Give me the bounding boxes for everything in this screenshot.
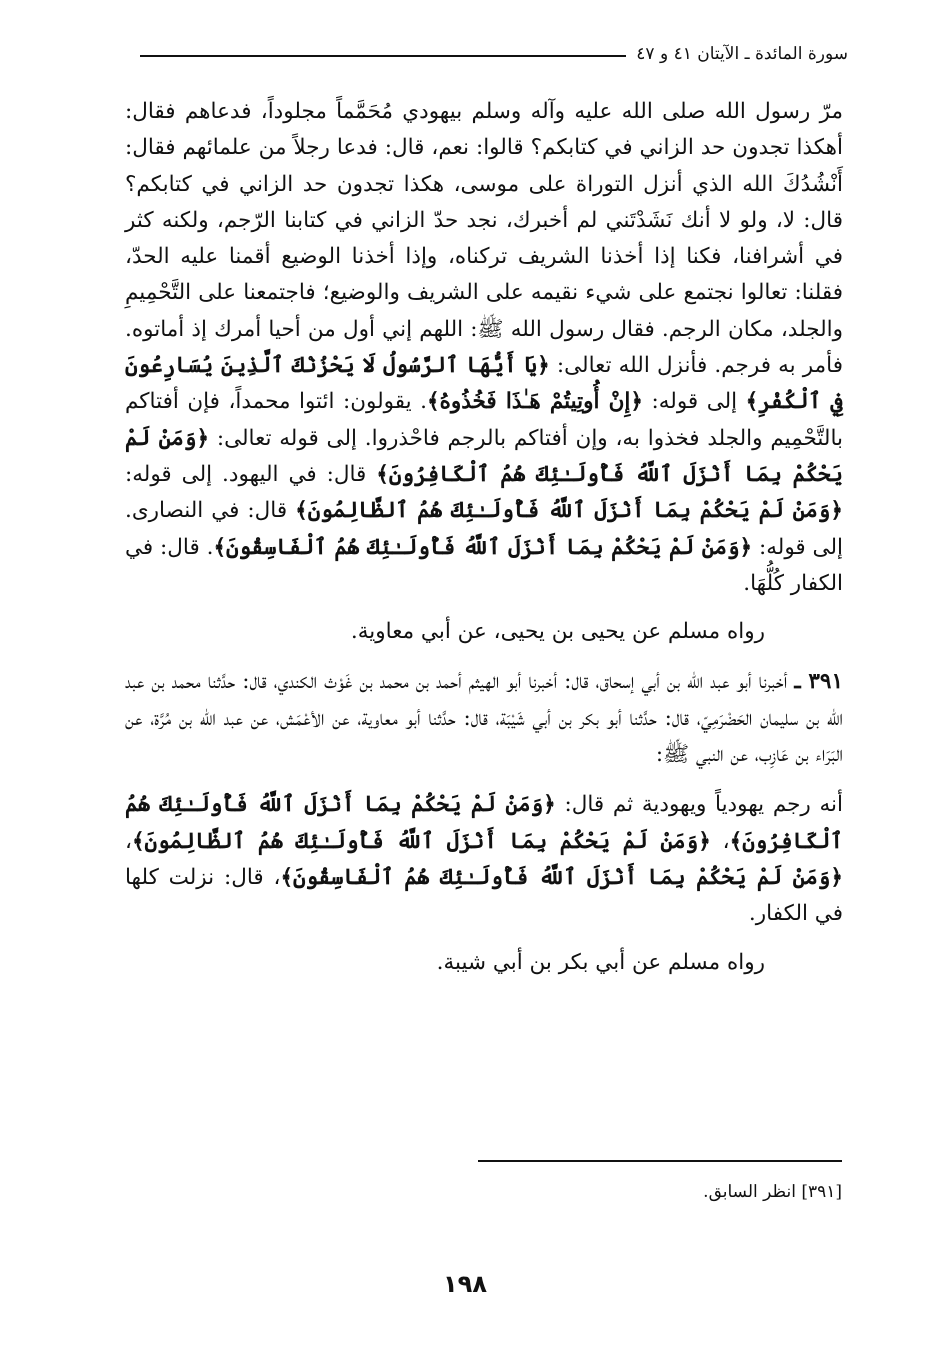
quran-verse: ﴿وَمَنْ لَمْ يَحْكُمْ بِمَا أَنْزَلَ ٱللَّهُ فَأُولَـٰئِكَ هُمُ ٱلْكَافِرُونَ﴾ (125, 792, 843, 854)
paragraph-text: . يقولون: ائتوا محمداً، فإن أفتاكم بالتَّحْمِيم والجلد فخذوا به، وإن أفتاكم بالرجم فاحْذروا. إلى قوله تعالى: (125, 389, 843, 451)
paragraph-text: مرّ رسول الله صلى الله عليه وآله وسلم بيهودي مُحَمَّماً مجلوداً، فدعاهم فقال: أهكذا تجدون حد الزاني في كتابكم؟ قالوا: نعم، قال: فدعا رجلاً من علمائهم فقال: أَنْشُدُكَ الله الذي أنزل التوراة على موسى، هكذا تجدون حد الزاني في كتابكم؟ قال: لا، ولو لا أنك نَشَدْتَني لم أخبرك، نجد حدّ الزاني في كتابنا الرّجم، ولكنه كثر في أشرافنا، فكنا إذا أخذنا الشريف تركناه، وإذا أخذنا الوضيع أقمنا عليه الحدّ، فقلنا: تعالوا نجتمع على شيء نقيمه على الشريف والوضيع؛ فاجتمعنا على التَّحْمِيمِ والجلد، مكان الرجم. فقال رسول الله ﷺ: اللهم إني أول من أحيا أمرك إذ أماتوه. فأمر به فرجم. فأنزل الله تعالى: (125, 99, 844, 379)
hadith-number: ٣٩١ ـ (794, 669, 843, 695)
paragraph-text: قال: في اليهود. إلى قوله: (125, 461, 377, 487)
header-rule (140, 55, 626, 57)
paragraph-text: . قال: في الكفار كُلُّهَا. (125, 534, 843, 596)
paragraph-text: أنه رجم يهودياً ويهودية ثم قال: (555, 792, 843, 818)
quran-verse: ﴿وَمَنْ لَمْ يَحْكُمْ بِمَا أَنْزَلَ ٱللَّهُ فَأُولَـٰئِكَ هُمُ ٱلظَّالِمُونَ﴾ (131, 828, 711, 854)
paragraph-text: ، (710, 828, 730, 854)
narration-source-2: رواه مسلم عن أبي بكر بن أبي شيبة. (436, 949, 765, 975)
quran-verse: ﴿وَمَنْ لَمْ يَحْكُمْ بِمَا أَنْزَلَ ٱللَّهُ فَأُولَـٰئِكَ هُمُ ٱلظَّالِمُونَ﴾ (295, 498, 843, 524)
paragraph-text: قال: في النصارى. إلى قوله: (125, 498, 844, 560)
hadith-391-isnad (125, 664, 843, 773)
footnote: [٣٩١] انظر السابق. (703, 1182, 842, 1202)
quran-verse: ﴿وَمَنْ لَمْ يَحْكُمْ بِمَا أَنْزَلَ ٱللَّهُ فَأُولَـٰئِكَ هُمُ ٱلْكَافِرُونَ﴾ (125, 425, 843, 487)
paragraph-text: ، (125, 828, 132, 854)
header-title: سورة المائدة ـ الآيتان ٤١ و ٤٧ (636, 44, 848, 64)
page-number: ١٩٨ (443, 1270, 487, 1298)
quran-verse: ﴿يَا أَيُّهَا ٱلرَّسُولُ لَا يَحْزُنْكَ ٱلَّذِينَ يُسَارِعُونَ فِي ٱلْكُفْرِ﴾ (125, 353, 843, 415)
running-header (140, 44, 848, 64)
paragraph-text: إلى قوله: (643, 389, 746, 415)
hadith-text-paragraph (125, 94, 843, 602)
page-body (125, 94, 843, 981)
hadith-391-text (125, 787, 843, 932)
footnote-rule (478, 1160, 842, 1162)
quran-verse: ﴿إِنْ أُوتِيتُمْ هَـٰذَا فَخُذُوهُ﴾ (426, 389, 643, 415)
isnad-text: أخبرنا أبو عبد الله بن أبي إسحاق، قال: أخبرنا أبو الهيثم أحمد بن محمد بن غَوْث الكندي، قال: حدَّثنا محمد بن عبد الله بن سليمان الحَضْرَمِيّ، قال: حدَّثنا أبو بكر بن أبي شَيْبَة، قال: حدَّثنا أبو معاوية، عن الأعْمَش، عن عبد الله بن مُرَّة، عن البَرَاء بن عَازِب، عن النبي ﷺ: (125, 669, 843, 768)
paragraph-text: ، قال: نزلت كلها في الكفار. (125, 864, 843, 927)
narration-source-1: رواه مسلم عن يحيى بن يحيى، عن أبي معاوية. (350, 619, 765, 645)
quran-verse: ﴿وَمَنْ لَمْ يَحْكُمْ بِمَا أَنْزَلَ ٱللَّهُ فَأُولَـٰئِكَ هُمُ ٱلْفَاسِقُونَ﴾ (213, 534, 753, 560)
quran-verse: ﴿وَمَنْ لَمْ يَحْكُمْ بِمَا أَنْزَلَ ٱللَّهُ فَأُولَـٰئِكَ هُمُ ٱلْفَاسِقُونَ﴾ (280, 864, 843, 890)
